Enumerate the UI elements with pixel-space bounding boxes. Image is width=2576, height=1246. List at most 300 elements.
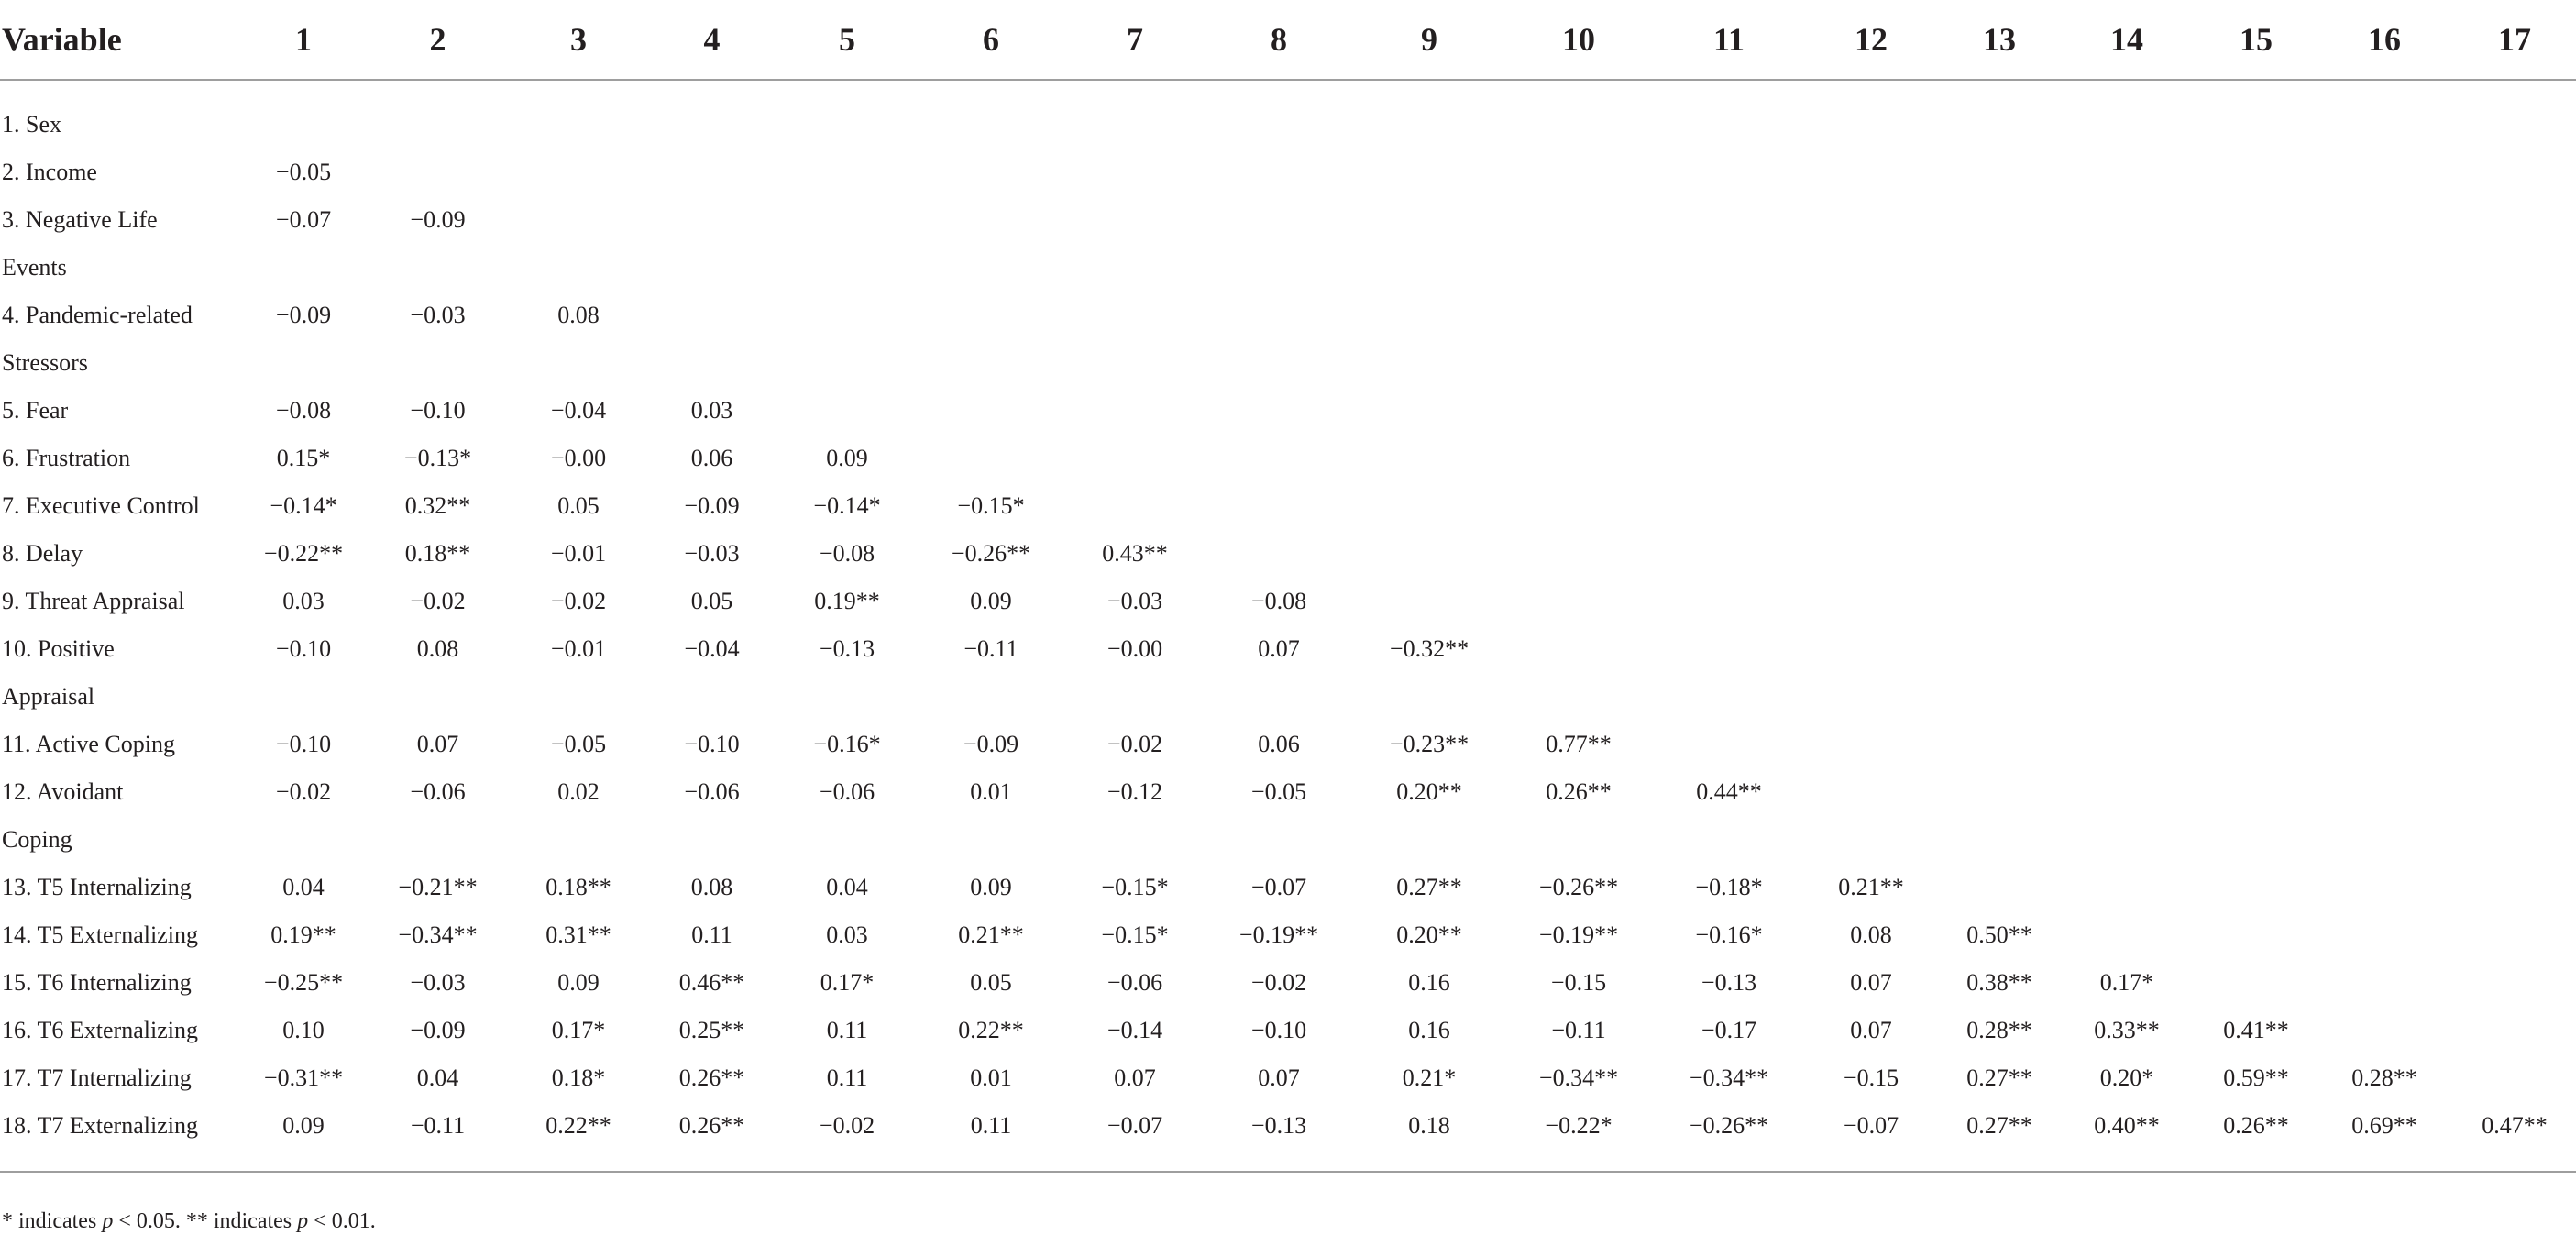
correlation-cell: −0.11 bbox=[410, 1112, 466, 1139]
correlation-cell bbox=[1937, 864, 2062, 911]
correlation-cell bbox=[2192, 530, 2320, 578]
correlation-cell bbox=[2449, 435, 2576, 482]
correlation-cell: 0.33** bbox=[2094, 1017, 2160, 1043]
correlation-cell bbox=[645, 292, 778, 339]
table-row bbox=[0, 101, 2576, 149]
correlation-cell bbox=[2062, 292, 2192, 339]
correlation-cell bbox=[2062, 196, 2192, 244]
variable-label: 16. T6 Externalizing bbox=[2, 1017, 198, 1043]
correlation-cell bbox=[1805, 339, 1937, 387]
variable-label: 18. T7 Externalizing bbox=[2, 1112, 198, 1139]
correlation-cell: −0.10 bbox=[684, 731, 740, 757]
correlation-cell bbox=[1937, 101, 2062, 149]
correlation-cell: −0.05 bbox=[1250, 778, 1307, 805]
correlation-cell: 0.11 bbox=[826, 1064, 868, 1091]
correlation-cell: 0.21* bbox=[1402, 1064, 1457, 1091]
correlation-cell: −0.01 bbox=[550, 635, 607, 662]
column-header-4: 4 bbox=[645, 0, 778, 80]
correlation-cell bbox=[1354, 244, 1504, 292]
correlation-cell bbox=[2062, 435, 2192, 482]
correlation-cell bbox=[512, 673, 645, 721]
correlation-cell: −0.11 bbox=[963, 635, 1018, 662]
correlation-cell bbox=[1204, 149, 1354, 196]
correlation-cell bbox=[1204, 387, 1354, 435]
correlation-cell bbox=[1653, 244, 1805, 292]
correlation-cell bbox=[2192, 339, 2320, 387]
correlation-cell: −0.34** bbox=[1689, 1064, 1769, 1091]
correlation-cell: −0.34** bbox=[1538, 1064, 1619, 1091]
correlation-cell bbox=[2449, 625, 2576, 673]
correlation-cell bbox=[2192, 721, 2320, 768]
correlation-cell bbox=[2062, 578, 2192, 625]
correlation-cell bbox=[1066, 101, 1204, 149]
correlation-cell: 0.22** bbox=[958, 1017, 1024, 1043]
table-row bbox=[0, 816, 2576, 864]
table-bottom-spacer bbox=[0, 1150, 2576, 1172]
correlation-cell bbox=[2449, 578, 2576, 625]
correlation-cell: −0.02 bbox=[819, 1112, 875, 1139]
correlation-cell: 0.17* bbox=[2099, 969, 2154, 996]
correlation-cell bbox=[1066, 149, 1204, 196]
correlation-cell: 0.06 bbox=[1258, 731, 1300, 757]
correlation-cell bbox=[1653, 625, 1805, 673]
correlation-cell: 0.03 bbox=[282, 588, 325, 614]
correlation-cell bbox=[1937, 721, 2062, 768]
correlation-cell: −0.03 bbox=[1106, 588, 1163, 614]
correlation-cell: −0.17 bbox=[1701, 1017, 1757, 1043]
correlation-cell bbox=[645, 244, 778, 292]
correlation-cell bbox=[512, 101, 645, 149]
correlation-cell bbox=[916, 435, 1066, 482]
correlation-cell: 0.19** bbox=[270, 921, 336, 948]
correlation-cell bbox=[916, 196, 1066, 244]
correlation-cell bbox=[1937, 292, 2062, 339]
correlation-cell bbox=[2320, 435, 2449, 482]
footnote-p-symbol-1: p bbox=[102, 1209, 114, 1233]
correlation-cell bbox=[1937, 530, 2062, 578]
correlation-cell bbox=[243, 816, 364, 864]
column-header-7: 7 bbox=[1066, 0, 1204, 80]
correlation-cell: 0.08 bbox=[416, 635, 459, 662]
correlation-cell bbox=[2062, 339, 2192, 387]
column-header-12: 12 bbox=[1805, 0, 1937, 80]
correlation-cell bbox=[1805, 101, 1937, 149]
correlation-cell bbox=[243, 101, 364, 149]
correlation-cell bbox=[1204, 196, 1354, 244]
correlation-cell: −0.08 bbox=[1250, 588, 1307, 614]
column-header-9: 9 bbox=[1354, 0, 1504, 80]
correlation-cell bbox=[1504, 196, 1653, 244]
correlation-cell bbox=[1504, 816, 1653, 864]
correlation-cell bbox=[243, 673, 364, 721]
correlation-cell bbox=[645, 196, 778, 244]
correlation-cell: 0.40** bbox=[2094, 1112, 2160, 1139]
correlation-cell: −0.07 bbox=[1843, 1112, 1899, 1139]
table-row bbox=[0, 864, 2576, 911]
table-footnote bbox=[2, 1199, 376, 1243]
correlation-cell bbox=[778, 387, 916, 435]
correlation-cell bbox=[1937, 339, 2062, 387]
correlation-cell bbox=[1937, 387, 2062, 435]
correlation-cell: −0.11 bbox=[1551, 1017, 1606, 1043]
correlation-cell: −0.26** bbox=[951, 540, 1031, 567]
correlation-cell: −0.26** bbox=[1538, 874, 1619, 900]
correlation-cell bbox=[1204, 673, 1354, 721]
footnote-text-1: * indicates bbox=[2, 1209, 103, 1233]
variable-label: 14. T5 Externalizing bbox=[2, 921, 198, 948]
table-row bbox=[0, 244, 2576, 292]
correlation-cell: −0.09 bbox=[275, 302, 332, 328]
correlation-cell: −0.07 bbox=[1250, 874, 1307, 900]
correlation-cell: −0.22** bbox=[263, 540, 344, 567]
correlation-cell bbox=[1653, 149, 1805, 196]
correlation-cell bbox=[1066, 292, 1204, 339]
column-header-5: 5 bbox=[778, 0, 916, 80]
correlation-cell bbox=[1653, 721, 1805, 768]
correlation-cell: 0.11 bbox=[826, 1017, 868, 1043]
correlation-cell: 0.04 bbox=[416, 1064, 459, 1091]
correlation-cell: 0.17* bbox=[551, 1017, 606, 1043]
column-header-variable: Variable bbox=[0, 0, 243, 80]
correlation-cell bbox=[2192, 911, 2320, 959]
correlation-cell bbox=[1504, 435, 1653, 482]
variable-label: 2. Income bbox=[2, 159, 97, 185]
correlation-cell bbox=[1066, 816, 1204, 864]
correlation-cell bbox=[1805, 244, 1937, 292]
correlation-cell bbox=[1805, 721, 1937, 768]
table-row bbox=[0, 435, 2576, 482]
correlation-cell bbox=[2449, 196, 2576, 244]
correlation-cell bbox=[1504, 673, 1653, 721]
correlation-cell bbox=[364, 339, 512, 387]
correlation-cell bbox=[1653, 196, 1805, 244]
correlation-cell bbox=[2449, 673, 2576, 721]
correlation-cell bbox=[364, 673, 512, 721]
correlation-cell bbox=[2449, 101, 2576, 149]
correlation-cell bbox=[1066, 435, 1204, 482]
column-header-15: 15 bbox=[2192, 0, 2320, 80]
correlation-cell: −0.16* bbox=[1695, 921, 1763, 948]
correlation-cell bbox=[1937, 149, 2062, 196]
correlation-cell bbox=[2192, 435, 2320, 482]
correlation-cell: −0.13 bbox=[819, 635, 875, 662]
correlation-cell bbox=[2192, 244, 2320, 292]
variable-label: Events bbox=[2, 254, 67, 281]
correlation-cell bbox=[512, 816, 645, 864]
correlation-cell bbox=[1354, 339, 1504, 387]
correlation-cell bbox=[1504, 149, 1653, 196]
table-row bbox=[0, 530, 2576, 578]
variable-label: Coping bbox=[2, 826, 72, 853]
correlation-cell bbox=[778, 673, 916, 721]
correlation-cell bbox=[2192, 768, 2320, 816]
correlation-cell bbox=[2062, 387, 2192, 435]
correlation-cell bbox=[2062, 864, 2192, 911]
correlation-cell bbox=[1937, 816, 2062, 864]
correlation-cell: 0.27** bbox=[1966, 1064, 2032, 1091]
correlation-cell bbox=[2320, 578, 2449, 625]
correlation-cell: 0.07 bbox=[1258, 1064, 1300, 1091]
correlation-cell: −0.10 bbox=[410, 397, 466, 424]
correlation-cell bbox=[778, 339, 916, 387]
correlation-cell: 0.02 bbox=[557, 778, 600, 805]
table-row bbox=[0, 625, 2576, 673]
correlation-cell bbox=[2062, 101, 2192, 149]
variable-label: 10. Positive bbox=[2, 635, 115, 662]
correlation-cell: −0.13 bbox=[1250, 1112, 1307, 1139]
variable-label: 17. T7 Internalizing bbox=[2, 1064, 192, 1091]
table-row bbox=[0, 721, 2576, 768]
correlation-cell bbox=[1204, 339, 1354, 387]
correlation-cell bbox=[1204, 435, 1354, 482]
correlation-cell: −0.31** bbox=[263, 1064, 344, 1091]
correlation-cell bbox=[1066, 339, 1204, 387]
correlation-cell bbox=[2449, 911, 2576, 959]
correlation-cell: −0.14 bbox=[1106, 1017, 1163, 1043]
column-header-11: 11 bbox=[1653, 0, 1805, 80]
table-row bbox=[0, 339, 2576, 387]
correlation-cell bbox=[364, 244, 512, 292]
table-row bbox=[0, 482, 2576, 530]
correlation-cell bbox=[1354, 292, 1504, 339]
correlation-cell bbox=[2192, 864, 2320, 911]
correlation-cell: −0.32** bbox=[1389, 635, 1470, 662]
correlation-cell bbox=[1354, 149, 1504, 196]
table-row bbox=[0, 959, 2576, 1007]
correlation-cell bbox=[916, 339, 1066, 387]
correlation-cell: −0.04 bbox=[684, 635, 740, 662]
correlation-cell bbox=[2192, 387, 2320, 435]
correlation-cell bbox=[2449, 339, 2576, 387]
correlation-cell: −0.03 bbox=[410, 302, 466, 328]
correlation-cell bbox=[1805, 196, 1937, 244]
correlation-cell: 0.46** bbox=[678, 969, 745, 996]
correlation-cell: 0.09 bbox=[826, 445, 868, 471]
correlation-cell: 0.07 bbox=[416, 731, 459, 757]
correlation-cell bbox=[364, 149, 512, 196]
correlation-cell: 0.18** bbox=[545, 874, 611, 900]
correlation-cell: 0.17* bbox=[820, 969, 875, 996]
correlation-cell bbox=[2320, 101, 2449, 149]
column-header-17: 17 bbox=[2449, 0, 2576, 80]
correlation-cell: −0.15* bbox=[1101, 874, 1169, 900]
column-header-13: 13 bbox=[1937, 0, 2062, 80]
correlation-cell bbox=[1504, 339, 1653, 387]
variable-label: 6. Frustration bbox=[2, 445, 131, 471]
correlation-cell bbox=[2449, 864, 2576, 911]
correlation-cell: 0.07 bbox=[1258, 635, 1300, 662]
table-row bbox=[0, 196, 2576, 244]
correlation-cell bbox=[2320, 911, 2449, 959]
correlation-cell bbox=[2449, 292, 2576, 339]
correlation-cell bbox=[1805, 530, 1937, 578]
correlation-cell: −0.10 bbox=[275, 635, 332, 662]
correlation-cell: −0.23** bbox=[1389, 731, 1470, 757]
variable-label: 3. Negative Life bbox=[2, 206, 158, 233]
variable-label: 9. Threat Appraisal bbox=[2, 588, 185, 614]
correlation-cell bbox=[1354, 530, 1504, 578]
correlation-cell: −0.10 bbox=[1250, 1017, 1307, 1043]
correlation-cell: −0.09 bbox=[410, 1017, 466, 1043]
table-row bbox=[0, 292, 2576, 339]
correlation-cell bbox=[2449, 959, 2576, 1007]
correlation-cell: −0.03 bbox=[410, 969, 466, 996]
table-row bbox=[0, 768, 2576, 816]
correlation-cell: 0.31** bbox=[545, 921, 611, 948]
correlation-cell bbox=[1204, 101, 1354, 149]
correlation-cell: 0.11 bbox=[691, 921, 732, 948]
correlation-cell bbox=[1653, 673, 1805, 721]
correlation-cell bbox=[778, 101, 916, 149]
correlation-cell bbox=[364, 101, 512, 149]
correlation-cell bbox=[1504, 244, 1653, 292]
correlation-cell: 0.77** bbox=[1546, 731, 1612, 757]
correlation-cell: −0.07 bbox=[1106, 1112, 1163, 1139]
variable-label: 1. Sex bbox=[2, 111, 61, 138]
correlation-cell bbox=[1805, 578, 1937, 625]
correlation-cell bbox=[512, 196, 645, 244]
correlation-cell bbox=[2320, 149, 2449, 196]
correlation-cell: 0.07 bbox=[1850, 969, 1892, 996]
correlation-cell bbox=[1937, 244, 2062, 292]
correlation-cell: 0.20* bbox=[2099, 1064, 2154, 1091]
correlation-cell bbox=[1354, 435, 1504, 482]
footnote-text-2: < 0.05. ** indicates bbox=[113, 1209, 298, 1233]
correlation-cell bbox=[1653, 339, 1805, 387]
correlation-cell: −0.22* bbox=[1545, 1112, 1613, 1139]
correlation-cell: −0.08 bbox=[819, 540, 875, 567]
correlation-cell bbox=[1354, 101, 1504, 149]
correlation-cell: 0.18 bbox=[1408, 1112, 1450, 1139]
correlation-cell: 0.03 bbox=[826, 921, 868, 948]
correlation-cell bbox=[2192, 196, 2320, 244]
correlation-cell bbox=[1204, 530, 1354, 578]
correlation-cell bbox=[1805, 816, 1937, 864]
correlation-cell: −0.18* bbox=[1695, 874, 1763, 900]
correlation-cell bbox=[1653, 292, 1805, 339]
variable-label: Appraisal bbox=[2, 683, 95, 710]
correlation-cell bbox=[2320, 864, 2449, 911]
correlation-cell bbox=[1653, 530, 1805, 578]
correlation-cell bbox=[1937, 435, 2062, 482]
correlation-cell bbox=[2062, 244, 2192, 292]
table-row bbox=[0, 673, 2576, 721]
correlation-cell bbox=[2449, 149, 2576, 196]
correlation-cell bbox=[1066, 482, 1204, 530]
correlation-cell bbox=[1937, 482, 2062, 530]
correlation-cell bbox=[1066, 196, 1204, 244]
correlation-cell bbox=[916, 244, 1066, 292]
table-body bbox=[0, 80, 2576, 1172]
correlation-cell: 0.03 bbox=[690, 397, 733, 424]
correlation-cell bbox=[1354, 578, 1504, 625]
table-row bbox=[0, 911, 2576, 959]
correlation-cell: 0.47** bbox=[2482, 1112, 2548, 1139]
correlation-cell: −0.02 bbox=[410, 588, 466, 614]
variable-label: 15. T6 Internalizing bbox=[2, 969, 192, 996]
correlation-cell: −0.02 bbox=[1250, 969, 1307, 996]
correlation-cell: −0.19** bbox=[1538, 921, 1619, 948]
correlation-cell bbox=[2449, 244, 2576, 292]
correlation-cell bbox=[2320, 292, 2449, 339]
table-row bbox=[0, 387, 2576, 435]
correlation-cell bbox=[2062, 149, 2192, 196]
correlation-cell: 0.09 bbox=[970, 588, 1012, 614]
correlation-cell: 0.04 bbox=[826, 874, 868, 900]
correlation-cell bbox=[2320, 768, 2449, 816]
correlation-cell: −0.00 bbox=[550, 445, 607, 471]
correlation-cell: −0.04 bbox=[550, 397, 607, 424]
correlation-cell: −0.19** bbox=[1238, 921, 1319, 948]
correlation-cell: 0.41** bbox=[2223, 1017, 2289, 1043]
correlation-cell bbox=[645, 339, 778, 387]
correlation-cell: −0.00 bbox=[1106, 635, 1163, 662]
correlation-cell bbox=[2320, 244, 2449, 292]
correlation-cell bbox=[2192, 101, 2320, 149]
correlation-cell: −0.25** bbox=[263, 969, 344, 996]
correlation-cell bbox=[512, 149, 645, 196]
correlation-cell bbox=[1805, 768, 1937, 816]
correlation-cell: −0.13 bbox=[1701, 969, 1757, 996]
correlation-cell bbox=[1653, 482, 1805, 530]
correlation-cell bbox=[1653, 816, 1805, 864]
correlation-cell bbox=[2062, 625, 2192, 673]
correlation-cell bbox=[2320, 625, 2449, 673]
correlation-cell bbox=[2449, 768, 2576, 816]
correlation-cell: −0.02 bbox=[550, 588, 607, 614]
variable-label: 12. Avoidant bbox=[2, 778, 124, 805]
footnote-text-3: < 0.01. bbox=[308, 1209, 376, 1233]
variable-label: 5. Fear bbox=[2, 397, 69, 424]
correlation-cell bbox=[1805, 482, 1937, 530]
correlation-cell: 0.20** bbox=[1396, 778, 1462, 805]
correlation-cell bbox=[2320, 673, 2449, 721]
correlation-cell bbox=[916, 101, 1066, 149]
correlation-cell: 0.26** bbox=[1546, 778, 1612, 805]
correlation-cell bbox=[2062, 911, 2192, 959]
correlation-cell: −0.06 bbox=[684, 778, 740, 805]
correlation-cell: 0.16 bbox=[1408, 1017, 1450, 1043]
correlation-cell: 0.01 bbox=[970, 778, 1012, 805]
correlation-cell: −0.15* bbox=[957, 492, 1025, 519]
correlation-cell: −0.01 bbox=[550, 540, 607, 567]
column-header-16: 16 bbox=[2320, 0, 2449, 80]
correlation-cell: 0.10 bbox=[282, 1017, 325, 1043]
correlation-cell bbox=[2320, 816, 2449, 864]
correlation-cell bbox=[243, 339, 364, 387]
correlation-cell: 0.09 bbox=[970, 874, 1012, 900]
correlation-cell: −0.06 bbox=[1106, 969, 1163, 996]
correlation-cell: 0.25** bbox=[678, 1017, 745, 1043]
correlation-cell bbox=[1354, 387, 1504, 435]
correlation-cell bbox=[2320, 721, 2449, 768]
column-header-14: 14 bbox=[2062, 0, 2192, 80]
variable-label: 4. Pandemic-related bbox=[2, 302, 193, 328]
variable-label: Stressors bbox=[2, 349, 88, 376]
correlation-cell: 0.50** bbox=[1966, 921, 2032, 948]
column-header-1: 1 bbox=[243, 0, 364, 80]
correlation-cell bbox=[2320, 387, 2449, 435]
correlation-cell bbox=[1066, 673, 1204, 721]
correlation-cell bbox=[1504, 530, 1653, 578]
correlation-cell bbox=[512, 244, 645, 292]
correlation-cell bbox=[1653, 101, 1805, 149]
variable-label: 7. Executive Control bbox=[2, 492, 200, 519]
correlation-cell: −0.26** bbox=[1689, 1112, 1769, 1139]
correlation-cell: −0.15 bbox=[1843, 1064, 1899, 1091]
correlation-cell bbox=[645, 101, 778, 149]
correlation-cell bbox=[2062, 530, 2192, 578]
